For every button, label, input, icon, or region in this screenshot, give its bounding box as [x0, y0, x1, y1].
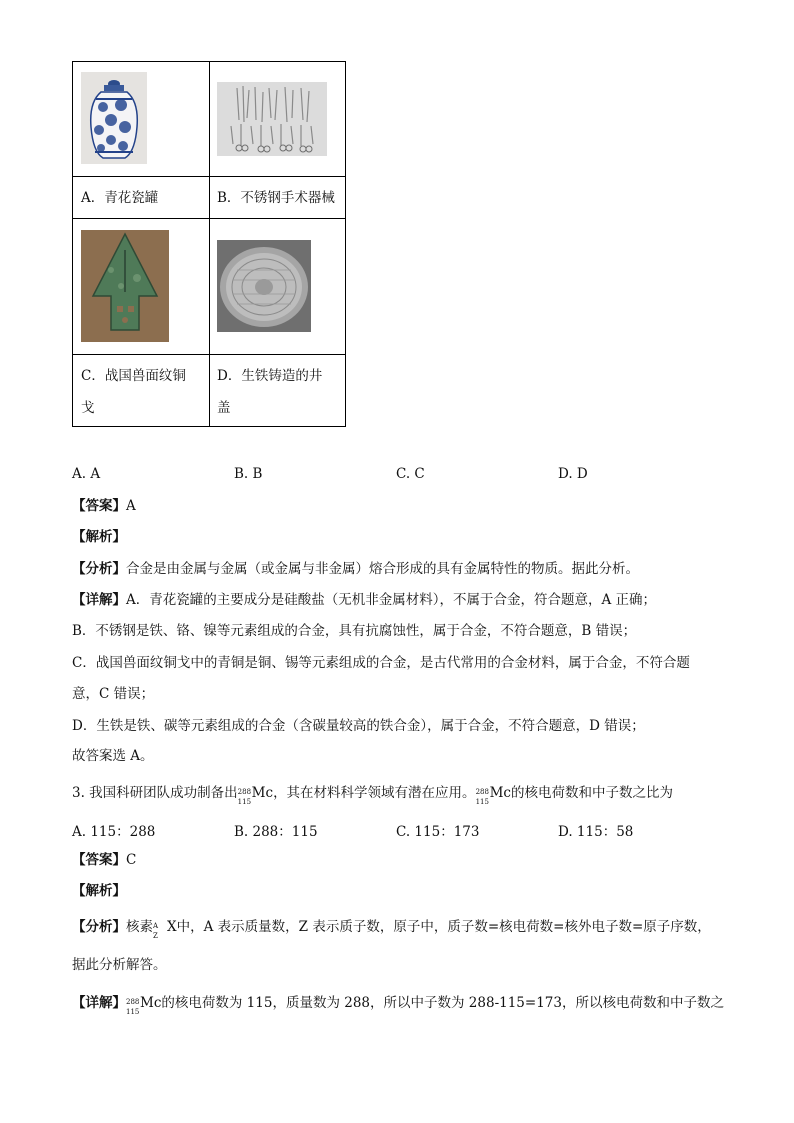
q2-xiangjie-line-5: D．生铁是铁、碳等元素组成的合金（含碳量较高的铁合金），属于合金，不符合题意，D 错误； [72, 718, 645, 734]
q3-fenxi-text: 核素 [126, 919, 153, 935]
q2-option-d: D. D [558, 466, 588, 482]
q2-xiangjie-text: A．青花瓷罐的主要成分是硅酸盐（无机非金属材料），不属于合金，符合题意，A 正确； [126, 592, 657, 608]
q3-answer-line [72, 850, 136, 870]
nuclide-mass: 288 [126, 998, 140, 1006]
analysis-tag: 【解析】 [72, 529, 126, 545]
q3-answer: C [126, 852, 137, 868]
nuclide-mass: 288 [475, 788, 489, 796]
fenxi-tag: 【分析】 [72, 561, 126, 577]
analysis-tag: 【解析】 [72, 883, 126, 899]
fenxi-tag: 【分析】 [72, 919, 126, 935]
xiangjie-tag: 【详解】 [72, 592, 126, 608]
q3-option-a: A. 115：288 [72, 824, 156, 840]
q2-xiangjie-line-4: 意，C 错误； [72, 686, 155, 702]
q3-option-d: D. 115：58 [558, 824, 634, 840]
blue-white-porcelain-jar-image [81, 72, 147, 164]
q3-stem-part: ，其在材料科学领域有潜在应用。 [273, 785, 476, 801]
table-divider [73, 218, 345, 219]
table-divider [73, 354, 345, 355]
nuclide-z: 115 [126, 1008, 140, 1016]
q2-fenxi-text: 合金是由金属与金属（或金属与非金属）熔合形成的具有金属特性的物质。据此分析。 [126, 561, 639, 577]
q3-stem-part: 的核电荷数和中子数之比为 [510, 785, 673, 801]
q3-xiangjie-line [72, 993, 724, 1016]
q3-option-c: C. 115：173 [396, 824, 480, 840]
answer-tag: 【答案】 [72, 852, 126, 868]
q2-answer-line [72, 496, 136, 516]
q3-fenxi-line-2: 据此分析解答。 [72, 957, 167, 973]
q2-analysis-tag-line [72, 527, 126, 547]
generic-z: Z [153, 932, 158, 940]
q3-fenxi-line [72, 917, 711, 940]
q2-xiangjie-line-6: 故答案选 A。 [72, 748, 154, 764]
generic-symbol: X [167, 919, 177, 935]
cast-iron-manhole-cover-image [217, 240, 311, 332]
q3-stem-part: 3. 我国科研团队成功制备出 [72, 785, 238, 801]
option-c-label: C．战国兽面纹铜 [81, 368, 186, 384]
option-b-label: B．不锈钢手术器械 [217, 190, 335, 206]
bronze-dagger-axe-image [81, 230, 169, 342]
q2-fenxi-line [72, 559, 639, 579]
generic-mass: A [153, 922, 159, 930]
option-d-label: D．生铁铸造的井 [217, 368, 323, 384]
q2-xiangjie-line-3: C．战国兽面纹铜戈中的青铜是铜、锡等元素组成的合金，是古代常用的合金材料，属于合金，不符合题 [72, 655, 690, 671]
q2-option-a: A. A [72, 466, 101, 482]
nuclide-symbol: Mc [489, 785, 511, 801]
q2-xiangjie-line-1 [72, 590, 656, 610]
answer-tag: 【答案】 [72, 498, 126, 514]
option-c-label-cont: 戈 [81, 400, 95, 416]
nuclide-mc [475, 785, 490, 806]
option-d-label-cont: 盖 [217, 400, 231, 416]
nuclide-generic [153, 919, 167, 940]
q2-option-b: B. B [234, 466, 263, 482]
nuclide-z: 115 [475, 798, 489, 806]
nuclide-symbol: Mc [140, 995, 162, 1011]
q3-fenxi-text: 中，A 表示质量数，Z 表示质子数，原子中，质子数=核电荷数=核外电子数=原子序数， [176, 919, 711, 935]
stainless-steel-surgical-instruments-image [217, 82, 327, 156]
q3-stem [72, 783, 673, 806]
options-table [72, 61, 346, 427]
option-a-label: A．青花瓷罐 [81, 190, 159, 206]
q3-option-b: B. 288：115 [234, 824, 318, 840]
table-divider [73, 176, 345, 177]
nuclide-mc [237, 785, 252, 806]
q3-analysis-tag-line [72, 881, 126, 901]
nuclide-mc [126, 995, 140, 1016]
q2-option-c: C. C [396, 466, 425, 482]
q2-xiangjie-line-2: B．不锈钢是铁、铬、镍等元素组成的合金，具有抗腐蚀性，属于合金，不符合题意，B 错误； [72, 623, 637, 639]
nuclide-symbol: Mc [251, 785, 274, 801]
q3-xiangjie-text: 的核电荷数为 115，质量数为 288，所以中子数为 288-115=173，所以核电荷数和中子数之 [161, 995, 724, 1011]
table-divider-vertical [209, 62, 210, 426]
nuclide-z: 115 [237, 798, 252, 806]
nuclide-mass: 288 [237, 788, 252, 796]
q2-answer: A [126, 498, 136, 514]
xiangjie-tag: 【详解】 [72, 995, 126, 1011]
